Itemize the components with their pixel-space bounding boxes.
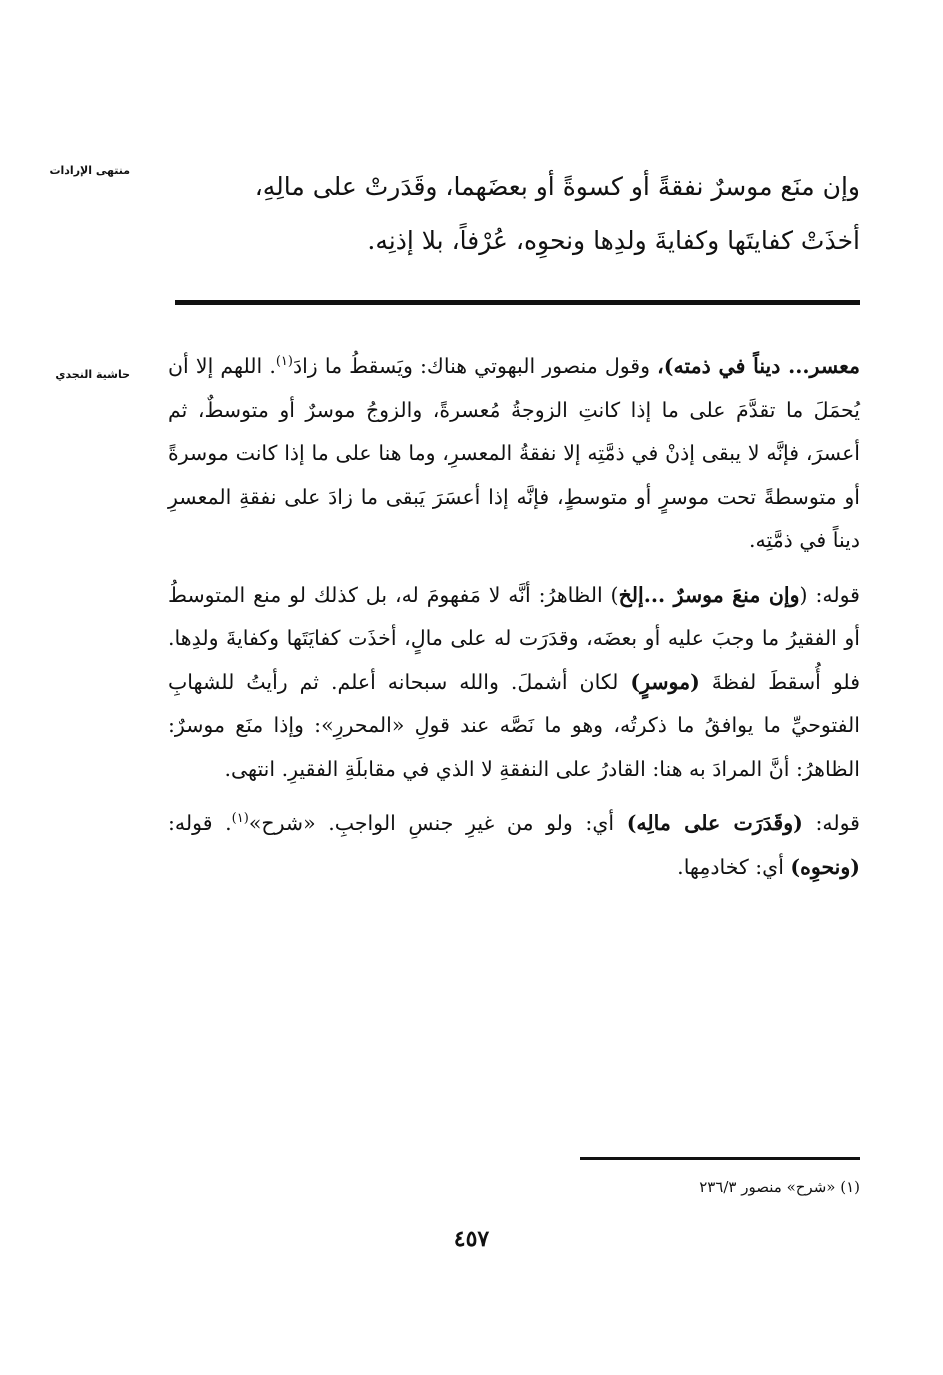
bold-lemma: (موسرٍ) <box>630 669 700 694</box>
page-number: ٤٥٧ <box>453 1226 490 1252</box>
matn-text <box>168 160 860 268</box>
hashiya-paragraph: معسر... ديناً في ذمته)، وقول منصور البهوتي هناك: ويَسقطُ ما زادَ$^{(١)}$. اللهم إلا أن يُحمَلَ ما تقدَّمَ على ما إذا كانتِ الزوجةُ مُعسرةً، والزوجُ موسرٌ أو متوسطٌ، ثم أعسرَ، فإنَّه لا يبقى إذنْ في ذمَّتِه إلا نفقةُ المعسرِ، وما هنا على ما إذا كانت موسرةً أو متوسطةً تحت موسرٍ أو متوسطٍ، فإنَّه إذا أعسَرَ يَبقى ما زادَ على نفقةِ المعسرِ ديناً في ذمَّتِه. <box>168 354 861 552</box>
footnote: (١) «شرح» منصور ٢٣٦/٣ <box>699 1178 860 1196</box>
bold-lemma: (وقَدَرَت على مالِه) <box>626 811 803 835</box>
section-divider <box>175 300 860 305</box>
bold-lemma: (ونحوِه) <box>790 854 860 879</box>
hashiya-paragraph: قوله: (وقَدَرَت على مالِه) أي: ولو من غيرِ جنسِ الواجبِ. «شرح»$^{(١)}$. قوله: (ونحوِه) أي: كخادمِها. <box>168 811 860 879</box>
matn-line: وإن منَع موسرٌ نفقةً أو كسوةً أو بعضَهما، وقَدَرتْ على مالِهِ، <box>254 172 860 201</box>
bold-lemma: معسر... ديناً في ذمته)، <box>657 354 861 378</box>
matn-line: أخذَتْ كفايتَها وكفايةَ ولدِها ونحوِه، عُرْفاً، بلا إذنِه. <box>367 226 860 255</box>
hashiya-paragraph: قوله: (وإن منعَ موسرٌ ...إلخ) الظاهرُ: أنَّه لا مَفهومَ له، بل كذلك لو منع المتوسطُ أو الفقيرُ ما وجبَ عليه أو بعضَه، وقدَرَت له على مالٍ، أخذَت كفايَتَها وكفايةَ ولدِها. فلو أُسقطَ لفظةَ (موسرٍ) لكان أشملَ. والله سبحانه أعلم. ثم رأيتُ للشهابِ الفتوحيِّ ما يوافقُ ما ذكرتُه، وهو ما نَصَّه عند قولِ «المحررِ»: وإذا منَع موسرٌ: الظاهرُ: أنَّ المرادَ به هنا: القادرُ على النفقةِ لا الذي في مقابلَةِ الفقيرِ. انتهى. <box>168 582 860 781</box>
footnote-ref: (١) <box>231 811 249 827</box>
bold-lemma: وإن منعَ موسرٌ ...إلخ <box>618 582 800 607</box>
hashiya-text <box>168 345 860 889</box>
top-section-label: منتهى الإرادات <box>49 164 130 177</box>
bottom-section-label: حاشية النجدي <box>55 368 130 381</box>
footnote-ref: (١) <box>275 354 293 370</box>
footnote-divider <box>580 1157 860 1160</box>
